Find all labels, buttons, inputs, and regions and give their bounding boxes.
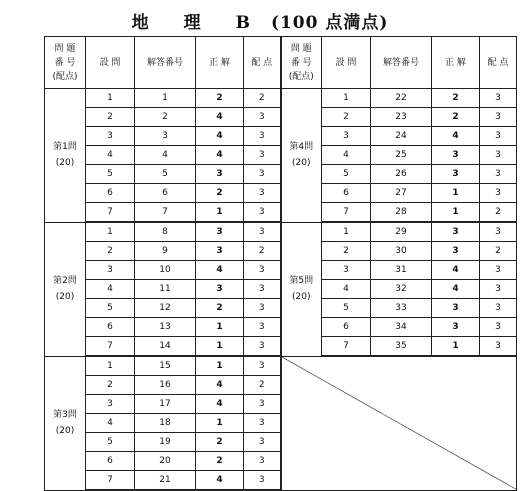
header-section: 問 題 番 号 (配点): [281, 37, 322, 89]
title-subject-char-1: 地: [131, 13, 150, 33]
answer-number: 19: [135, 433, 196, 452]
answer-number: 24: [371, 127, 432, 146]
correct-answer: 1: [432, 337, 480, 357]
answer-number: 8: [135, 222, 196, 242]
question-number: 5: [86, 299, 135, 318]
question-number: 5: [322, 165, 371, 184]
points-value: 3: [244, 261, 281, 280]
answer-number: 15: [135, 356, 196, 376]
question-number: 6: [322, 318, 371, 337]
answer-number: 35: [371, 337, 432, 357]
correct-answer: 2: [196, 184, 244, 203]
points-value: 3: [480, 280, 517, 299]
question-number: 6: [322, 184, 371, 203]
section-label: [45, 222, 86, 356]
question-number: 6: [86, 184, 135, 203]
correct-answer: 3: [196, 222, 244, 242]
points-value: 3: [244, 414, 281, 433]
correct-answer: 1: [196, 414, 244, 433]
points-value: 3: [244, 222, 281, 242]
title-subject-char-2: 理: [183, 13, 202, 33]
correct-answer: 4: [196, 376, 244, 395]
points-value: 3: [244, 127, 281, 146]
correct-answer: 3: [432, 146, 480, 165]
answer-number: 34: [371, 318, 432, 337]
answer-number: 18: [135, 414, 196, 433]
question-number: 3: [86, 395, 135, 414]
question-number: 7: [86, 471, 135, 491]
correct-answer: 3: [432, 165, 480, 184]
question-number: 4: [322, 280, 371, 299]
question-number: 7: [322, 203, 371, 223]
correct-answer: 1: [196, 337, 244, 357]
page-title: [0, 8, 520, 33]
section-score: (20): [55, 292, 75, 302]
question-number: 3: [86, 127, 135, 146]
correct-answer: 2: [432, 89, 480, 108]
question-number: 2: [86, 376, 135, 395]
points-value: 3: [244, 318, 281, 337]
question-number: 2: [86, 108, 135, 127]
question-number: 5: [86, 433, 135, 452]
section-label: [45, 356, 86, 490]
correct-answer: 3: [196, 165, 244, 184]
answer-number: 12: [135, 299, 196, 318]
question-number: 3: [86, 261, 135, 280]
section-name: 第5問: [289, 276, 314, 286]
answer-number: 26: [371, 165, 432, 184]
points-value: 3: [244, 146, 281, 165]
answer-key-table: [44, 36, 517, 491]
correct-answer: 2: [432, 108, 480, 127]
correct-answer: 4: [196, 261, 244, 280]
answer-number: 16: [135, 376, 196, 395]
points-value: 3: [480, 184, 517, 203]
answer-number: 29: [371, 222, 432, 242]
header-answer-number: 解答番号: [135, 37, 196, 89]
header-section: 問 題 番 号 (配点): [45, 37, 86, 89]
section-label: [281, 222, 322, 356]
question-number: 4: [86, 414, 135, 433]
question-number: 1: [86, 89, 135, 108]
question-number: 4: [86, 280, 135, 299]
correct-answer: 3: [432, 299, 480, 318]
correct-answer: 4: [432, 127, 480, 146]
correct-answer: 3: [196, 280, 244, 299]
answer-number: 14: [135, 337, 196, 357]
header-question: 設 問: [322, 37, 371, 89]
points-value: 3: [244, 452, 281, 471]
answer-number: 20: [135, 452, 196, 471]
section-name: 第4問: [289, 142, 314, 153]
points-value: 2: [480, 242, 517, 261]
points-value: 3: [480, 127, 517, 146]
answer-number: 17: [135, 395, 196, 414]
question-number: 7: [322, 337, 371, 357]
answer-number: 21: [135, 471, 196, 491]
answer-number: 32: [371, 280, 432, 299]
points-value: 3: [244, 299, 281, 318]
points-value: 3: [244, 471, 281, 491]
section-name: 第3問: [53, 410, 77, 420]
answer-number: 3: [135, 127, 196, 146]
answer-number: 22: [371, 89, 432, 108]
answer-number: 33: [371, 299, 432, 318]
header-points: 配 点: [244, 37, 281, 89]
answer-number: 4: [135, 146, 196, 165]
answer-number: 6: [135, 184, 196, 203]
table-row: [45, 89, 517, 108]
section-name: 第2問: [53, 276, 77, 286]
points-value: 3: [480, 165, 517, 184]
correct-answer: 1: [432, 203, 480, 223]
question-number: 7: [86, 203, 135, 223]
question-number: 1: [322, 89, 371, 108]
answer-number: 31: [371, 261, 432, 280]
answer-number: 7: [135, 203, 196, 223]
correct-answer: 4: [196, 108, 244, 127]
answer-number: 30: [371, 242, 432, 261]
correct-answer: 3: [196, 242, 244, 261]
answer-number: 23: [371, 108, 432, 127]
points-value: 3: [480, 337, 517, 357]
points-value: 3: [480, 261, 517, 280]
question-number: 1: [86, 222, 135, 242]
correct-answer: 2: [196, 433, 244, 452]
points-value: 3: [480, 299, 517, 318]
correct-answer: 4: [432, 280, 480, 299]
answer-number: 9: [135, 242, 196, 261]
section-label: [281, 89, 322, 223]
correct-answer: 2: [196, 452, 244, 471]
section-score: (20): [292, 158, 311, 169]
correct-answer: 3: [432, 318, 480, 337]
question-number: 2: [322, 108, 371, 127]
answer-number: 28: [371, 203, 432, 223]
title-level: B: [235, 13, 251, 33]
points-value: 3: [480, 108, 517, 127]
answer-number: 1: [135, 89, 196, 108]
answer-number: 27: [371, 184, 432, 203]
blank-diagonal-cell: [281, 356, 517, 490]
diagonal-line: [282, 357, 517, 490]
points-value: 3: [244, 203, 281, 223]
question-number: 1: [322, 222, 371, 242]
points-value: 3: [244, 395, 281, 414]
question-number: 1: [86, 356, 135, 376]
points-value: 2: [480, 203, 517, 223]
header-answer-number: 解答番号: [371, 37, 432, 89]
points-value: 3: [480, 146, 517, 165]
header-correct: 正 解: [432, 37, 480, 89]
correct-answer: 3: [432, 242, 480, 261]
answer-number: 25: [371, 146, 432, 165]
correct-answer: 1: [196, 356, 244, 376]
question-number: 7: [86, 337, 135, 357]
answer-number: 11: [135, 280, 196, 299]
correct-answer: 1: [432, 184, 480, 203]
points-value: 3: [244, 337, 281, 357]
points-value: 3: [244, 184, 281, 203]
points-value: 3: [244, 108, 281, 127]
correct-answer: 4: [432, 261, 480, 280]
title-points: (100 点満点): [270, 13, 389, 33]
points-value: 3: [244, 165, 281, 184]
answer-number: 10: [135, 261, 196, 280]
points-value: 2: [244, 376, 281, 395]
section-score: (20): [55, 426, 75, 436]
correct-answer: 2: [196, 299, 244, 318]
header-row: [45, 37, 517, 89]
correct-answer: 4: [196, 395, 244, 414]
question-number: 4: [322, 146, 371, 165]
question-number: 4: [86, 146, 135, 165]
correct-answer: 2: [196, 89, 244, 108]
question-number: 3: [322, 261, 371, 280]
correct-answer: 4: [196, 127, 244, 146]
question-number: 6: [86, 318, 135, 337]
answer-number: 13: [135, 318, 196, 337]
points-value: 3: [244, 356, 281, 376]
header-points: 配 点: [480, 37, 517, 89]
question-number: 2: [322, 242, 371, 261]
question-number: 5: [322, 299, 371, 318]
question-number: 3: [322, 127, 371, 146]
correct-answer: 4: [196, 146, 244, 165]
points-value: 3: [244, 433, 281, 452]
section-label: [45, 89, 86, 223]
points-value: 3: [480, 222, 517, 242]
correct-answer: 1: [196, 203, 244, 223]
section-score: (20): [292, 292, 311, 302]
points-value: 3: [480, 89, 517, 108]
question-number: 2: [86, 242, 135, 261]
correct-answer: 4: [196, 471, 244, 491]
question-number: 6: [86, 452, 135, 471]
answer-number: 2: [135, 108, 196, 127]
header-correct: 正 解: [196, 37, 244, 89]
correct-answer: 3: [432, 222, 480, 242]
section-score: (20): [55, 158, 75, 169]
header-question: 設 問: [86, 37, 135, 89]
question-number: 5: [86, 165, 135, 184]
table-row: [45, 356, 517, 376]
points-value: 3: [244, 280, 281, 299]
answer-number: 5: [135, 165, 196, 184]
table-row: [45, 222, 517, 242]
points-value: 3: [480, 318, 517, 337]
correct-answer: 1: [196, 318, 244, 337]
section-name: 第1問: [53, 142, 77, 153]
points-value: 2: [244, 89, 281, 108]
points-value: 2: [244, 242, 281, 261]
